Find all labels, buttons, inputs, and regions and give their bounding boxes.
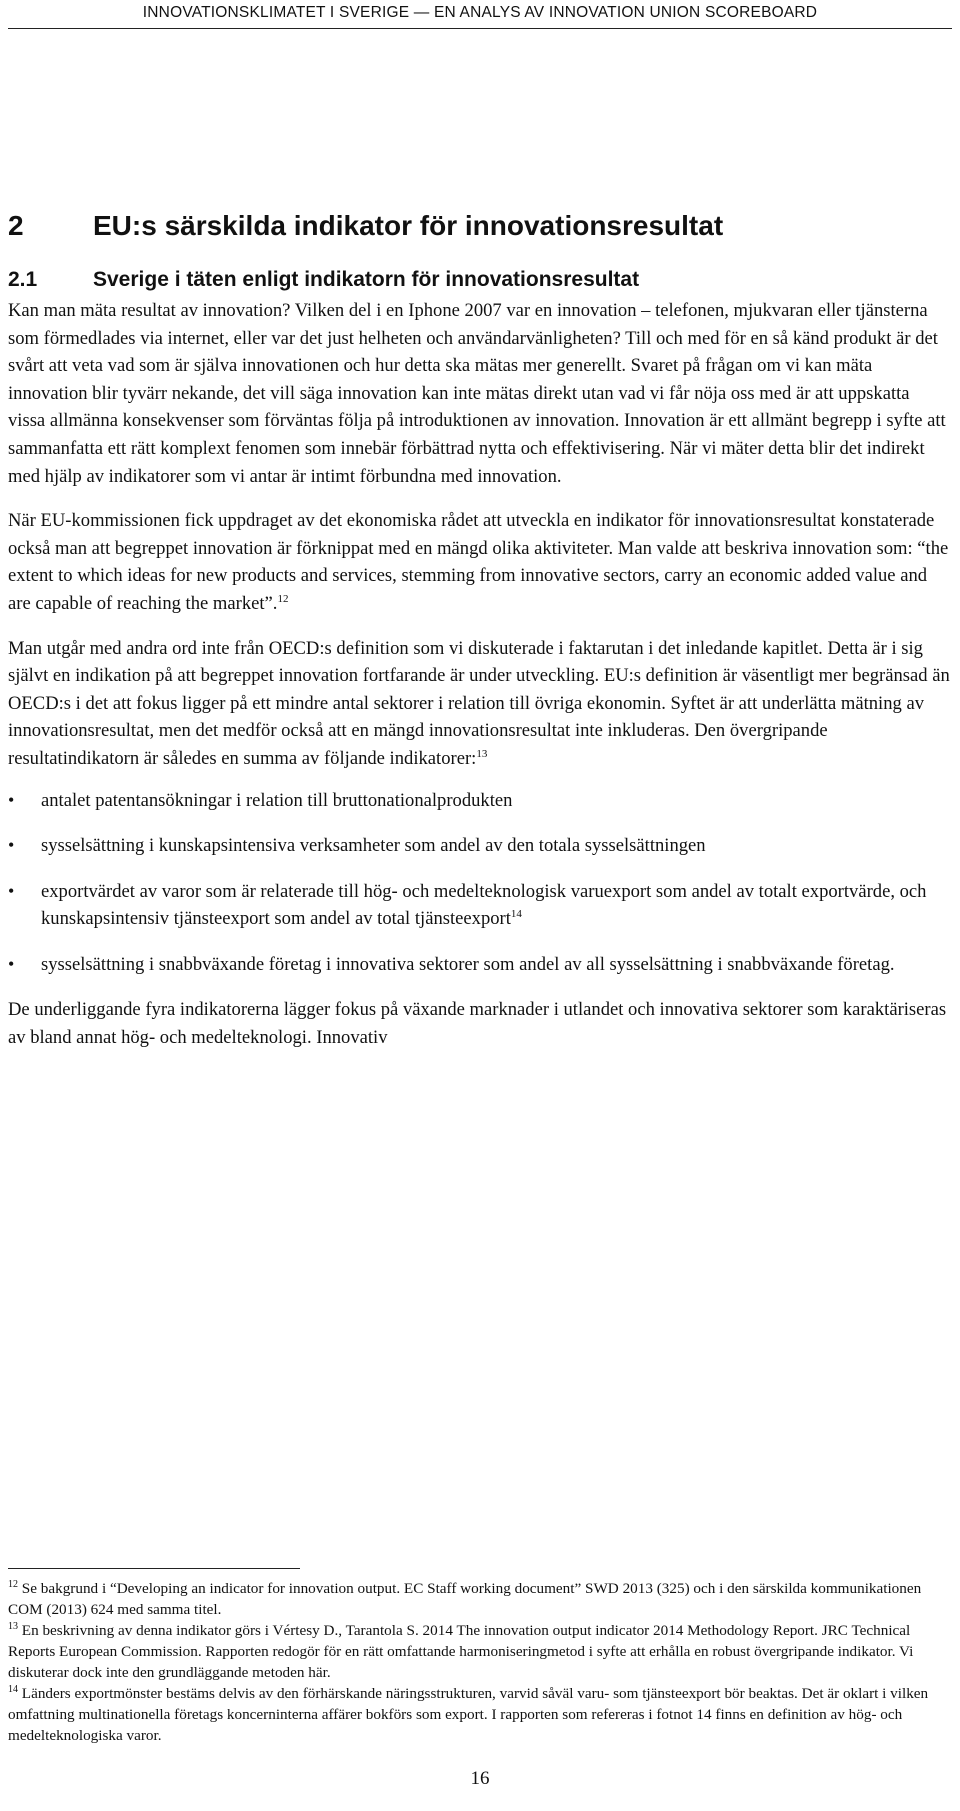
list-item — [8, 787, 950, 815]
list-item-text: antalet patentansökningar i relation till bruttonationalprodukten — [41, 789, 513, 811]
paragraph-3 — [8, 635, 950, 773]
indicator-list — [8, 787, 950, 979]
bullet-icon: • — [8, 953, 15, 974]
section-heading — [8, 266, 950, 294]
list-item — [8, 832, 950, 860]
bullet-icon: • — [8, 835, 15, 856]
list-item-text: exportvärdet av varor som är relaterade till hög- och medelteknologisk varuexport som andel av totalt exportvärde, och kunskapsintensiv tjänsteexport som andel av total tjänsteexport — [41, 880, 927, 930]
footnote-number: 14 — [8, 1683, 18, 1695]
bullet-icon: • — [8, 880, 15, 901]
footnote-ref-13[interactable]: 13 — [476, 747, 488, 760]
footnote-text: Länders exportmönster bestäms delvis av den förhärskande näringsstrukturen, varvid såväl varu- som tjänsteexport bör beaktas. Det är oklart i vilken omfattning multinationella företags koncerninterna affärer bokförs som export. I rapporten som refereras i fotnot 14 finns en definition av hög- och medelteknologiska varor. — [8, 1685, 929, 1744]
footnotes — [8, 1578, 946, 1746]
footnote-13 — [8, 1620, 946, 1683]
chapter-number: 2 — [8, 210, 24, 241]
page-number: 16 — [470, 1768, 490, 1789]
footnote-text: Se bakgrund i “Developing an indicator for innovation output. EC Staff working document” SWD 2013 (325) och i den särskilda kommunikationen COM (2013) 624 med samma titel. — [8, 1580, 922, 1618]
footnote-ref-14[interactable]: 14 — [510, 908, 522, 921]
footnote-12 — [8, 1578, 946, 1620]
chapter-title: EU:s särskilda indikator för innovationsresultat — [93, 210, 724, 241]
footnote-14 — [8, 1683, 946, 1746]
bullet-icon: • — [8, 789, 15, 810]
main-content — [8, 208, 950, 1052]
chapter-heading — [8, 208, 950, 244]
list-item-text: sysselsättning i snabbväxande företag i innovativa sektorer som andel av all sysselsättning i snabbväxande företag. — [41, 953, 895, 975]
list-item-text: sysselsättning i kunskapsintensiva verksamheter som andel av den totala sysselsättningen — [41, 835, 706, 857]
list-item — [8, 951, 950, 979]
footnote-separator — [8, 1568, 300, 1569]
footnote-number: 13 — [8, 1620, 18, 1632]
paragraph-3-text: Man utgår med andra ord inte från OECD:s definition som vi diskuterade i faktarutan i det inledande kapitlet. Detta är i sig självt en indikation på att begreppet innovation fortfarande är under utveckling. EU:s definition är väsentligt mer begränsad än OECD:s i det att fokus ligger på ett mindre antal sektorer i relation till övriga ekonomin. Syftet är att underlätta mätning av innovationsresultat, men det medför också att en mängd innovationsresultat inte inkluderas. Den övergripande resultatindikatorn är således en summa av följande indikatorer: — [8, 637, 950, 769]
section-title: Sverige i täten enligt indikatorn för innovationsresultat — [93, 268, 640, 291]
paragraph-2-text: När EU-kommissionen fick uppdraget av det ekonomiska rådet att utveckla en indikator för innovationsresultat konstaterade också man att begreppet innovation är förknippat med en mängd olika aktiviteter. Man valde att beskriva innovation som: “the extent to which ideas for new products and services, stemming from innovative sectors, carry an economic added value and are capable of reaching the market”. — [8, 510, 949, 614]
header-rule — [8, 28, 952, 29]
footnote-text: En beskrivning av denna indikator görs i Vértesy D., Tarantola S. 2014 The innovation output indicator 2014 Methodology Report. JRC Technical Reports European Commission. Rapporten redogör för en rätt omfattande harmoniseringmetod i syfte att erhålla en robust övergripande indikator. Vi diskuterar dock inte den grundläggande metoden här. — [8, 1622, 914, 1681]
list-item — [8, 878, 950, 933]
footnote-ref-12[interactable]: 12 — [277, 592, 289, 605]
paragraph-2 — [8, 507, 950, 617]
paragraph-4: De underliggande fyra indikatorerna lägger fokus på växande marknader i utlandet och innovativa sektorer som karaktäriseras av bland annat hög- och medelteknologi. Innovativ — [8, 999, 947, 1049]
paragraph-1: Kan man mäta resultat av innovation? Vilken del i en Iphone 2007 var en innovation – telefonen, mjukvaran eller tjänsterna som förmedlades via internet, eller var det just helheten och användarvänligheten? Till och med för en så känd produkt är det svårt att veta vad som är själva innovationen och hur detta ska mätas mer generellt. Svaret på frågan om vi kan mäta innovation blir tyvärr nekande, det vill säga innovation kan inte mätas direkt utan vad vi får nöja oss med är att uppskatta vissa allmänna konsekvenser som förväntas följa på introduktionen av innovation. Innovation är ett allmänt begrepp i syfte att sammanfatta ett rätt komplext fenomen som innebär förbättrad nytta och effektivisering. När vi mäter detta blir det indirekt med hjälp av indikatorer som vi antar är intimt förbundna med innovation. — [8, 300, 946, 487]
footnote-number: 12 — [8, 1578, 18, 1590]
section-number: 2.1 — [8, 268, 38, 291]
running-header: INNOVATIONSKLIMATET I SVERIGE — EN ANALYS AV INNOVATION UNION SCOREBOARD — [142, 4, 818, 21]
